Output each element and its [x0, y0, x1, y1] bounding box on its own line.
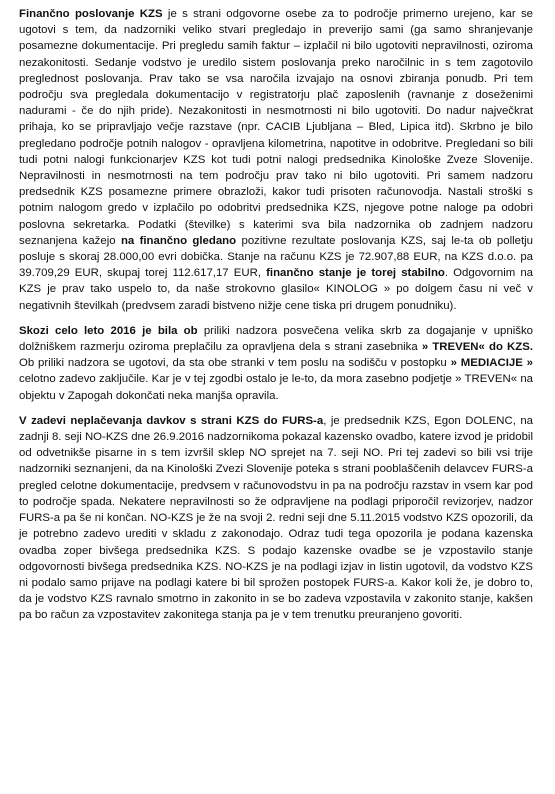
text-run: Ob priliki nadzora se ugotovi, da sta obe stranki v tem poslu na sodišču v postopku	[19, 357, 451, 370]
text-run: priliki nadzora posvečena velika skrb za dogajanje v upniško dolžniškem razmerju oziroma preplačilu za opravljena dela s strani zasebnika	[19, 324, 533, 354]
text-run: celotno zadevo zaključile. Kar je v tej zgodbi ostalo je le-to, da mora zasebno podjetje » TREVEN« na objektu v Zapogah dokončati neka manjša opravila.	[19, 373, 533, 402]
bold-text-run: V zadevi neplačevanja davkov s strani KZS do FURS-a	[19, 414, 324, 427]
text-run: pozitivne rezultate poslovanja KZS, saj le-ta ob polletju posluje s skoraj 28.000,00 evri dobička. Stanje na računu KZS je 72.907,88 EUR, na KZS d.o.o. pa 39.709,29 EUR, skupaj torej 112.617,17 EUR,	[19, 234, 533, 280]
bold-text-run: Skozi celo leto 2016 je bila ob	[19, 324, 198, 337]
bold-text-run: finančno stanje je torej stabilno	[266, 267, 445, 280]
bold-text-run: na finančno gledano	[120, 234, 237, 247]
bold-text-run: » TREVEN« do KZS.	[421, 341, 533, 354]
paragraph-furs-taxes	[19, 413, 533, 624]
bold-text-run: Finančno poslovanje KZS	[19, 8, 163, 20]
bold-text-run: » MEDIACIJE »	[450, 357, 533, 370]
text-run: . Odgovornim na KZS je prav tako uspelo to, da naše strokovno glasilo« KINOLOG » po dolgem času ni več v negativnih številkah (predvsem zaradi bistveno nižje cene tiska pri drugem ponudniku).	[19, 267, 534, 312]
paragraph-treven-dispute	[19, 323, 533, 404]
text-run: je s strani odgovorne osebe za to področje primerno urejeno, kar se ugotovi s tem, da nadzorniki veliko stvari pregledajo in preverijo sami (ga samo shranjevanje posamezne dokumentacije. Pri pregledu samih faktur – izplačil ni bilo ugotoviti nepravilnosti, oziroma nezakonitosti. Sedanje vodstvo je uredilo sistem poslovanja preko naročilnic in s tem zagotovilo preglednost poslovanja. Prav tako se vsa naročila izvajajo na osnovi zbiranja ponudb. Pri tem področju sva pregledala dokumentacijo v registratorju plač zaposlenih (ravnanje z doseženimi nadurami - če do njih pride). Nezakonitosti in nesmotrnosti ni bilo ugotoviti. Do nadur največkrat prihaja, ko se pripravljajo večje razstave (npr. CACIB Ljubljana – Bled, Lipica itd). Skrbno je bilo pregledano področje potnih nalogov - opravljena kilometrina, napotitve in odobritve. Pregledani so bili tudi potni nalogi funkcionarjev KZS kot tudi potni nalogi predsednika Kinološke Zveze Slovenije. Nepravilnosti in nesmotrnosti na tem področju prav tako ni bilo ugotoviti. Pri samem nadzoru predsednik KZS posamezne primere obrazloži, kakor tudi prisoten računovodja. Nastali stroški s potnim nalogom gredo v izplačilo po odobritvi predsednika KZS, njegove potne naloge pa odobri poslovna sekretarka. Podatki (številke) s katerimi sva bila nadzornika ob zadnjem nadzoru seznanjena kažejo	[19, 8, 533, 247]
paragraph-financial-operations	[19, 6, 533, 314]
text-run: , je predsednik KZS, Egon DOLENC, na zadnji 8. seji NO-KZS dne 26.9.2016 nadzornikoma pokazal kazensko ovadbo, katere izvod je pridobil od odvetnikše pisarne in s tem izvršil sklep NO sprejet na 7. seji NO. Pri tej zadevi so bili vsi trije nadzorniki seznanjeni, da na Kinološki Zvezi Slovenije poteka s strani pooblaščenih delavcev FURS-a pregled celotne dokumentacije, predvsem v računovodstvu in pa na področju razstav in vsem kar pod to področje spada. Nekatere nepravilnosti so že odpravljene na podlagi priporočil revizorjev, nadzor FURS-a pa še ni končan. NO-KZS je že na svoji 2. redni seji dne 5.11.2015 vodstvo KZS opozorili, da je potrebno zadevo urediti v skladu z zakonodajo. Odraz tudi tega opozorila je podana kazenska ovadba zoper bivšega predsednika KZS. S podajo kazenske ovadbe se je vzpostavilo stanje odgovornosti bivšega predsednika KZS. NO-KZS je na podlagi izjav in listin ugotovil, da vodstvo KZS ni podalo samo prijave na podlagi katere bi bil sprožen postopek FURS-a. Kakor koli že, je dobro to, da je vodstvo KZS ravnalo smotrno in zakonito in se bo zadeva vzpostavila v zakonito stanje, kakšen pa bo račun za vzpostavitev zakonitega stanja pa je v tem trenutku preuranjeno govoriti.	[19, 414, 533, 622]
